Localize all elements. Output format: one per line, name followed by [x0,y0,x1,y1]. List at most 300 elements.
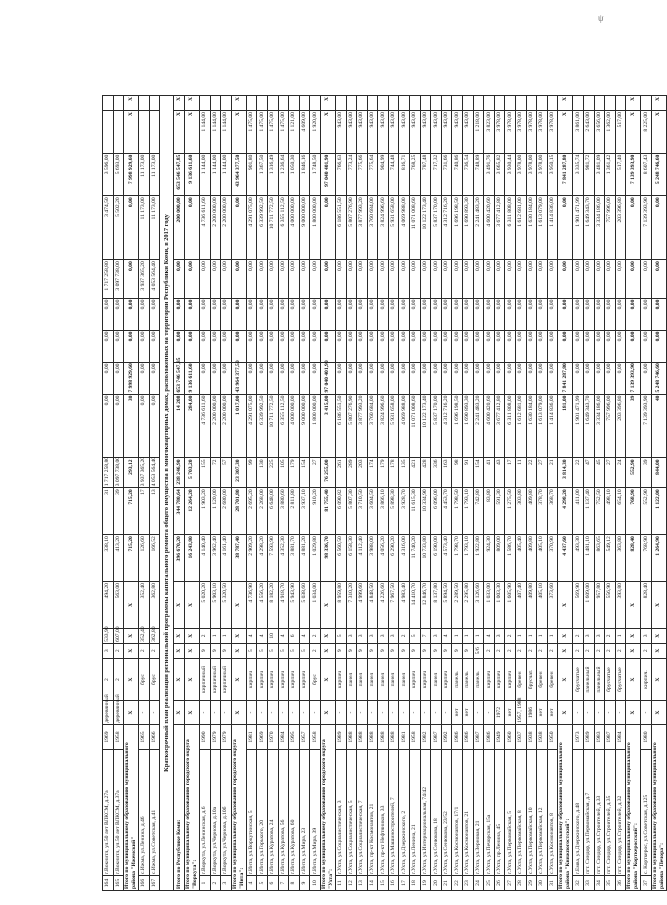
table-cell: 4 736 611,60 [199,394,210,458]
table-cell: 39 [113,488,124,535]
table-cell: 1988 [357,724,368,750]
table-cell: 943,00 [431,111,442,154]
table-cell [149,96,160,111]
table-cell: 3 988,00 [367,535,378,582]
table-row [583,96,594,891]
table-cell: 3 [103,643,114,658]
table-cell: 5 693,00 [113,153,124,196]
table-cell: 1984 [278,724,289,750]
table-cell: 809,00 [494,535,505,582]
table-cell: 3 877 993,20 [357,196,368,260]
table-cell: брус [310,658,321,701]
table-cell: 135 [399,458,410,488]
table-cell: 203 396,80 [615,394,626,458]
table-cell: 4 312 716,20 [441,394,452,458]
address-cell: г.Ухта, ул.Космонавтов, 17/1 [452,750,463,876]
address-cell: г.Инта, ул.Горького, 20 [257,750,268,876]
table-cell: 98 336,70 [320,535,335,582]
table-cell: 8 959,80 [335,582,346,629]
table-cell: 517,40 [615,153,626,196]
table-cell: 654,10 [615,488,626,535]
table-cell: - [484,701,495,724]
table-cell: 3 877 993,20 [357,394,368,458]
table-cell: кирпичный [210,658,221,701]
table-cell: 5 038,60 [299,582,310,629]
table-cell: 0,00 [494,362,505,394]
table-row [537,96,548,891]
table-cell: 0,00 [199,330,210,362]
table-cell: 2 [310,628,321,643]
table-cell: 0,00 [473,362,484,394]
table-cell: 844,00 [651,458,666,488]
table-cell: 2 [484,643,495,658]
table-cell: 3 937 365,20 [139,260,150,298]
table-row [346,96,357,891]
table-cell: 3 [583,628,594,643]
table-cell: 0,00 [357,362,368,394]
table-cell [452,96,463,111]
table-cell: 0,00 [246,260,257,298]
table-cell: 43 964 377,50 [231,362,246,394]
table-cell: 8 137,80 [431,582,442,629]
table-cell: 0,00 [615,260,626,298]
table-cell: - [246,701,257,724]
table-cell: нет [537,701,548,724]
address-cell: г.Вокнитл, ул.50 лет ВЛКСМ, д.37а [113,750,124,876]
table-cell: 0,00 [278,260,289,298]
table-cell: 0,00 [463,260,474,298]
table-cell: 1 050,30 [289,153,300,196]
table-cell: 2 [199,628,210,643]
table-cell: 0,00 [410,330,421,362]
table-cell: 1969 [103,724,114,750]
table-cell: 2 [573,643,584,658]
table-cell: 742,80 [473,488,484,535]
table-cell [267,96,278,111]
table-cell: 5 837 170,00 [431,196,442,260]
table-cell: 4 316,00 [399,535,410,582]
table-cell: 0,00 [139,394,150,458]
table-cell: 3 677 412,80 [494,394,505,458]
table-cell: 155 [199,458,210,488]
table-cell: 6 648,00 [267,488,278,535]
table-cell: 0,00 [367,298,378,330]
table-cell: 4 736,90 [246,582,257,629]
table-cell: 1 [463,628,474,643]
table-cell: - [139,701,150,724]
subtotal-row [558,96,573,891]
table-cell: - [199,701,210,724]
table-cell: 9 [346,643,357,658]
table-cell: кирпич [267,658,278,701]
table-cell: 0,00 [103,362,114,394]
table-cell: 1 649 343,70 [583,196,594,260]
table-cell: 8 182,20 [267,582,278,629]
table-cell: 943,00 [346,111,357,154]
table-cell: 14 [367,876,378,891]
table-cell: 0,00 [246,362,257,394]
table-cell: X [174,658,185,701]
table-cell: 1 903,20 [199,488,210,535]
table-cell: 757 996,00 [605,196,616,260]
table-cell: 35 [605,876,616,891]
table-cell [367,96,378,111]
table-cell: 36 [615,876,626,891]
table-row [605,96,616,891]
table-cell: X [626,658,641,701]
table-cell: 0,00 [615,330,626,362]
table-cell: 0,00 [615,298,626,330]
table-cell: 81 755,40 [320,488,335,535]
table-cell: 28 701,80 [231,488,246,535]
table-cell: панел [346,658,357,701]
table-cell: 12 264,20 [184,488,199,535]
table-row [547,96,558,891]
table-cell: 0,00 [583,260,594,298]
table-cell: 1 361,42 [605,153,616,196]
table-cell: 4 [278,628,289,643]
table-cell: нет [463,701,474,724]
table-cell: 2 [494,643,505,658]
table-cell: 4 352,30 [278,535,289,582]
table-cell: 0,00 [537,330,548,362]
table-cell: 362,80 [149,628,160,643]
table-cell: 3 [378,628,389,643]
table-cell: 1 798,50 [452,488,463,535]
table-cell: 0,00 [139,298,150,330]
table-cell: 0,00 [484,362,495,394]
table-cell: 943,00 [399,111,410,154]
table-cell: 413,20 [113,535,124,582]
table-cell [346,96,357,111]
table-cell: 744,48 [388,153,399,196]
table-cell: 1 481,10 [583,535,594,582]
table-cell: 2 [526,643,537,658]
table-cell: X [320,701,335,724]
table-cell: 0,00 [210,298,221,330]
table-cell: 11 173,00 [149,196,160,260]
table-cell: 1987 [473,724,484,750]
table-cell: 556,90 [605,582,616,629]
table-cell: 1 717 258,80 [103,260,114,298]
table-cell: панель [452,658,463,701]
table-cell: 3 937,10 [299,488,310,535]
table-cell: 3 [641,628,652,643]
table-cell: 0,00 [278,298,289,330]
table-cell: 731,66 [441,153,452,196]
table-cell: 3 481,09 [594,153,605,196]
table-cell: 0,00 [267,362,278,394]
table-cell: 2 680,00 [221,488,232,535]
table-cell: 7 310,20 [346,582,357,629]
table-cell: 21 [441,876,452,891]
address-cell: г.Ухта, ул.Машиностроителей, 7 [388,750,399,876]
table-cell: 4 [484,628,495,643]
table-cell [399,96,410,111]
table-cell: 1988 [378,724,389,750]
table-cell: 3 677 412,80 [494,196,505,260]
table-cell: 3 [594,628,605,643]
table-cell: 2 [547,643,558,658]
table-cell [431,96,442,111]
table-cell: 43 [494,458,505,488]
table-cell: 4 312 716,20 [441,196,452,260]
table-cell [103,96,114,111]
table-cell: 0,00 [641,362,652,394]
table-cell: 0,00 [441,330,452,362]
table-cell: X [184,96,199,111]
table-cell: 10 [267,628,278,643]
table-cell: 1979 [221,724,232,750]
table-cell: 352,40 [139,582,150,629]
table-cell: 26 [494,876,505,891]
table-cell: 0,00 [367,362,378,394]
table-cell: 9 000 000,00 [299,196,310,260]
address-cell: г.Ухта, ул.Сенюкова, 18 [431,750,442,876]
table-cell: 6 186 551,50 [335,394,346,458]
table-cell: 0,00 [594,260,605,298]
table-cell: 1 144,00 [199,153,210,196]
address-cell: г.Ухта, ул.Социалистическая, 5 [346,750,357,876]
table-cell [335,96,346,111]
address-cell: г.Инта, ул.Куратова, 24 [267,750,278,876]
table-cell: 0,00 [505,330,516,362]
table-cell: 0,00 [399,362,410,394]
table-cell: панельный [594,658,605,701]
table-cell: 653 746 547,85 [174,362,185,394]
table-cell: 38 787,40 [231,535,246,582]
table-cell: 179 [289,458,300,488]
table-cell: X [231,582,246,629]
table-cell: 19 [420,876,431,891]
table-cell: 533,90 [103,628,114,643]
table-row [388,96,399,891]
table-cell: 6 [267,876,278,891]
table-cell: 715,20 [124,488,139,535]
table-row [463,96,474,891]
table-cell: 2 [139,643,150,658]
table-cell: 1966 [149,724,160,750]
table-cell: 0,00 [441,260,452,298]
capital-repair-table [102,95,667,891]
table-cell: 787,48 [420,153,431,196]
table-cell: 0,00 [257,330,268,362]
table-cell: 203 [357,458,368,488]
table-cell: 10 334,90 [420,488,431,535]
address-cell: с.Ижма, ул.Ленина, д.46 [139,750,150,876]
address-cell: с.Ухта, ул.Первомайская, 12 [537,750,548,876]
table-cell: 0,00 [399,260,410,298]
table-cell: 0,00 [473,260,484,298]
table-cell: 0,00 [320,260,335,298]
table-row [526,96,537,891]
table-cell [547,96,558,111]
table-cell: 1 144,00 [210,153,221,196]
table-cell: 1950 [547,724,558,750]
table-cell: 0,00 [537,260,548,298]
table-cell [257,96,268,111]
table-row [431,96,442,891]
table-cell: 981,72 [583,153,594,196]
table-cell: 591,30 [494,488,505,535]
table-cell: 1 144,00 [210,111,221,154]
table-cell: 943,00 [335,111,346,154]
table-cell: 16 [388,876,399,891]
table-cell: 2 200 000,00 [210,196,221,260]
table-cell [388,96,399,111]
table-cell: 27 [537,458,548,488]
table-cell: 396 670,20 [174,535,185,582]
subtotal-row [124,96,139,891]
table-cell: X [320,96,335,111]
table-cell: 9 [367,643,378,658]
table-cell [410,96,421,111]
table-cell: X [626,628,641,643]
table-row [473,96,484,891]
table-cell: кирпичный [221,658,232,701]
table-cell: 0,00 [505,260,516,298]
table-cell: 13 [357,876,368,891]
table-cell: 405,40 [516,535,527,582]
table-cell: 338,10 [103,535,114,582]
table-cell: 1989 [583,724,594,750]
table-row [452,96,463,891]
table-cell: 0,00 [420,362,431,394]
table-cell: нет [547,701,558,724]
table-cell: 1 609,00 [583,582,594,629]
table-cell: 7 139 393,90 [626,153,641,196]
subtotal-row [174,96,185,891]
table-cell: 409,80 [526,488,537,535]
table-cell: 7 841 287,80 [558,153,573,196]
table-cell: 0,00 [505,362,516,394]
table-row [615,96,626,891]
table-cell: 4 600 420,60 [484,394,495,458]
subtotal-row [651,96,666,891]
table-cell: X [558,628,573,643]
table-cell: 1965 [139,724,150,750]
table-cell: 910,20 [310,488,321,535]
table-cell: 2 811,80 [289,488,300,535]
table-cell [113,96,124,111]
table-cell: 3 126,60 [473,582,484,629]
table-cell: 0,00 [124,196,139,260]
table-cell: 409,80 [526,535,537,582]
table-cell: 1970 [267,724,278,750]
subtotal-row [231,96,246,891]
table-row [335,96,346,891]
table-cell: 15 [378,876,389,891]
table-cell: 0,00 [641,330,652,362]
table-cell: 10 733,80 [420,535,431,582]
table-cell: деревянный [103,701,114,724]
table-cell: - [431,701,442,724]
table-cell: 0,00 [299,362,310,394]
table-cell: 9 [299,876,310,891]
table-cell: 9 [410,643,421,658]
table-cell: 0,00 [484,330,495,362]
table-row [420,96,431,891]
table-cell: 3 656,00 [594,111,605,154]
table-cell: X [558,658,573,701]
table-cell: X [231,96,246,111]
address-cell: г.Инта, ул.Куратова, 56 [278,750,289,876]
table-cell: 368,70 [547,488,558,535]
table-cell: 11 173,00 [149,153,160,196]
table-cell [463,96,474,111]
table-cell: 27 [605,458,616,488]
table-cell: 1987 [605,724,616,750]
table-cell: 0,00 [149,394,160,458]
table-cell: 0,00 [651,330,666,362]
table-cell: 293,12 [124,458,139,488]
subtotal-label: Итого по муниципальному образованию городского округа "Воркута": [184,724,199,890]
table-row [103,96,114,891]
table-cell: 5 837 170,00 [431,394,442,458]
table-cell: 3 962,40 [210,535,221,582]
table-cell: 1992 [441,724,452,750]
table-cell: 766,63 [335,153,346,196]
table-cell: 943,00 [452,111,463,154]
table-cell: 0,00 [558,260,573,298]
table-cell: - [615,701,626,724]
table-cell: - [420,701,431,724]
table-cell: X [651,701,666,724]
table-cell: 1972 [494,701,505,724]
table-cell: 901,80 [246,153,257,196]
table-cell: X [124,701,139,724]
address-cell: г.Воркута, ул.Ленинская, д.6 [199,750,210,876]
table-cell: 1 218,00 [473,111,484,154]
table-cell: 1 236,64 [278,153,289,196]
table-cell: 4 [246,876,257,891]
table-cell: 1 [199,876,210,891]
table-cell [357,96,368,111]
table-cell: 0,00 [516,260,527,298]
table-cell: 2 [399,628,410,643]
table-cell: 5 931 658,00 [388,196,399,260]
address-cell: г.Ухта, ул.Космонавтов, 21 [463,750,474,876]
table-cell: 8 225,00 [641,111,652,154]
table-cell: 0,00 [113,298,124,330]
table-cell: 0,00 [594,330,605,362]
table-cell: 0,00 [210,260,221,298]
table-cell: 2 [113,658,124,701]
table-cell: 2 643,00 [583,111,594,154]
table-cell: 4 [299,628,310,643]
address-cell: г.Ухта, ул.Интернациональная, 74/42 [420,750,431,876]
table-cell: 4 [246,628,257,643]
table-cell: 2 [641,643,652,658]
table-cell: 7 998 929,60 [124,362,139,394]
table-cell: 12 846,70 [420,582,431,629]
table-cell: 1 [537,628,548,643]
table-cell: 0,00 [420,260,431,298]
table-cell: бревен [537,658,548,701]
table-cell [113,111,124,154]
address-cell: пгт. Синдор, ул.Первомайская, д.7 [583,750,594,876]
table-cell: 1 316,49 [267,153,278,196]
table-cell: 3 [494,628,505,643]
table-cell: 29 [526,876,537,891]
table-cell: - [310,701,321,724]
table-cell [484,96,495,111]
table-row [357,96,368,891]
table-cell: 5 502,20 [113,196,124,260]
table-cell: 4 291 075,00 [246,196,257,260]
table-cell: 717,32 [431,153,442,196]
table-row [516,96,527,891]
